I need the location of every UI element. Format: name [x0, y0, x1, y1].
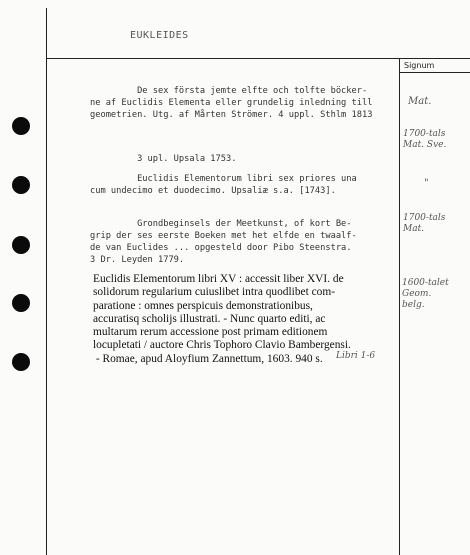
signum-handwritten: ": [424, 178, 429, 189]
punch-hole: [12, 176, 30, 194]
header-rule: [46, 58, 470, 59]
signum-column-line: [399, 58, 400, 555]
card-header: EUKLEIDES: [130, 30, 189, 41]
punch-hole: [12, 117, 30, 135]
entry-text: De sex första jemte elfte och tolfte böcker- ne af Euclidis Elementa eller grundelig inledning till geometrien. Utg. af Mårten Strömer. 4 uppl. Sthlm 1813: [90, 86, 373, 120]
entry-text: Grondbeginsels der Meetkunst, of kort Be- grip der ses eerste Boeken met het elfde en twaalf- de van Euclides ... opgesteld door Pibo Steenstra. 3 Dr. Leyden 1779.: [90, 219, 357, 265]
signum-handwritten: 1600-talet Geom. belg.: [402, 278, 449, 310]
punch-hole: [12, 353, 30, 371]
punch-hole: [12, 236, 30, 254]
handwritten-note: Libri 1-6: [336, 351, 376, 361]
signum-handwritten: 1700-tals Mat.: [403, 213, 446, 234]
signum-handwritten: Mat.: [408, 96, 432, 107]
signum-rule: [399, 72, 470, 73]
entry-text: Euclidis Elementorum libri sex priores una cum undecimo et duodecimo. Upsaliæ s.a. [1743].: [90, 174, 357, 196]
pasted-print-entry: Euclidis Elementorum libri XV : accessit liber XVI. de solidorum regularium cuiuslibet intra quodlibet com- paratione : omnes perspicuis demonstrationibus, accuratisq scholijs illustrati. - Nunc quarto editi, ac multarum rerum accessione post primam editionem locupletati / auctore Chris Tophoro Clavio Bambergensi. - Romae, apud Aloyfium Zannettum, 1603. 940 s.: [93, 273, 351, 365]
signum-header: Signum: [404, 61, 435, 70]
entry-text: 3 upl. Upsala 1753.: [90, 154, 237, 164]
punch-hole: [12, 294, 30, 312]
signum-handwritten: 1700-tals Mat. Sve.: [403, 129, 447, 150]
left-margin-line: [46, 8, 47, 555]
